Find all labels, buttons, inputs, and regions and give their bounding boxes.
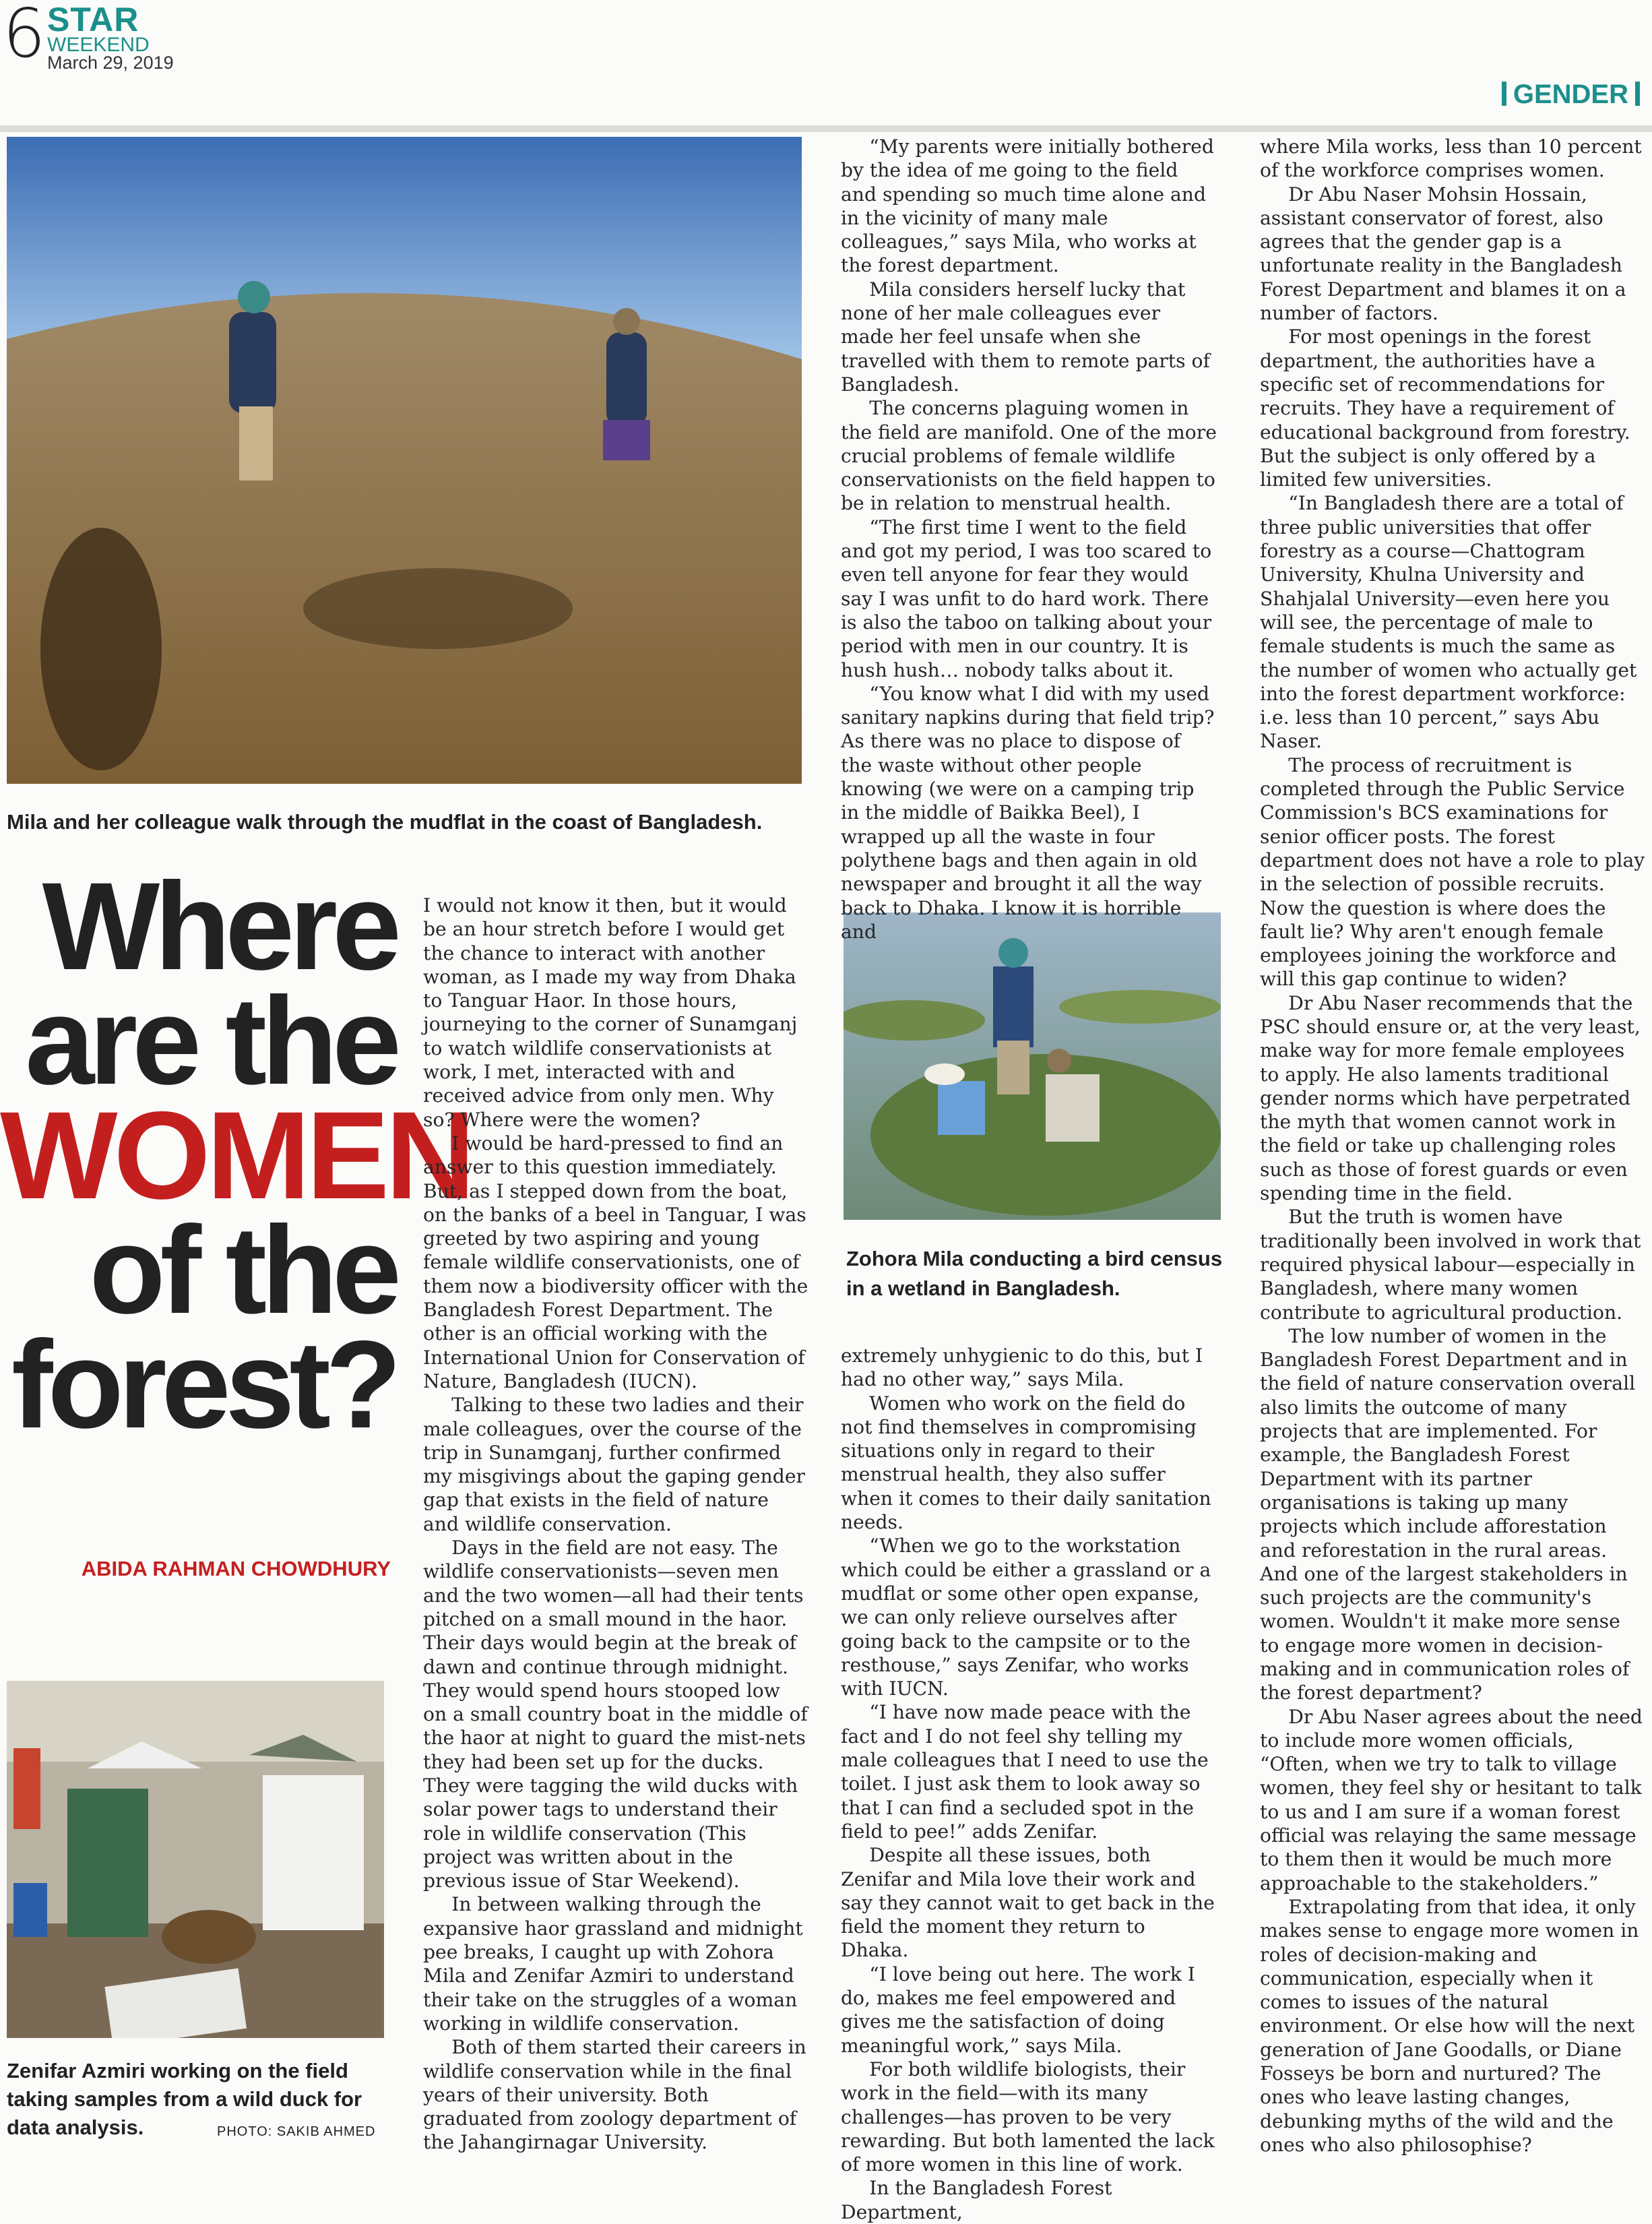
article-column-2-bottom (841, 1344, 1217, 2223)
paragraph: “My parents were initially bothered by the idea of me going to the field and spending so much time alone and in the vicinity of many male colleagues,” says Mila, who works at the forest department. (841, 135, 1214, 277)
paragraph: “You know what I did with my used sanitary napkins during that field trip? As there was no place to dispose of the waste without other people knowing (we were on a camping trip in the middle of Baikka Beel), I wrapped up all the waste in four polythene bags and then again in old newspaper and brought it all the way back to Dhaka. I know it is horrible and (841, 682, 1215, 943)
brand-logo: STAR (47, 1, 139, 38)
paragraph: I would be hard-pressed to find an answer to this question immediately. But, as I stepped down from the boat, on the banks of a beel in Tanguar, I was greeted by two aspiring and young female wildlife conservationists, one of them now a biodiversity officer with the Bangladesh Forest Department. The other is an official working with the International Union for Conservation of Nature, Bangladesh (IUCN). (423, 1132, 808, 1392)
paragraph: The low number of women in the Bangladesh Forest Department and in the field of nature conservation overall also limits the outcome of many projects that are implemented. For example, the Bangladesh Forest Department with its partner organisations is taking up many projects which include afforestation and reforestation in the rural areas. And one of the largest stakeholders in such projects are the community's women. Wouldn't it make more sense to engage more women in decision-making and in communication roles of the forest department? (1260, 1324, 1636, 1704)
page-number: 6 (3, 0, 46, 73)
paragraph: In between walking through the expansive haor grassland and midnight pee breaks, I caught up with Zohora Mila and Zenifar Azmiri to understand their take on the struggles of a woman working in wildlife conservation. (423, 1893, 803, 2035)
paragraph: Dr Abu Naser agrees about the need to include more women officials, “Often, when we try to talk to village women, they feel shy or hesitant to talk to us and I am sure if a woman forest official was relaying the same message to them then it would be much more approachable to the stakeholders.” (1260, 1705, 1643, 1894)
paragraph: “The first time I went to the field and got my period, I was too scared to even tell anyone for fear they would say I was unfit to do hard work. There is also the taboo on talking about your period with men in our country. It is hush hush… nobody talks about it. (841, 516, 1212, 681)
headline-line-3: WOMEN (0, 1086, 472, 1225)
paragraph: Extrapolating from that idea, it only makes sense to engage more women in roles of decision-making and communication, especially when it comes to issues of the natural environment. Or else how will the next generation of Jane Goodalls, or Diane Fosseys be born and nurtured? The ones who leave lasting changes, debunking myths of the wild and the ones who also philosophise? (1260, 1895, 1639, 2156)
census-caption: Zohora Mila conducting a bird census in a wetland in Bangladesh. (846, 1247, 1223, 1301)
paragraph: Talking to these two ladies and their male colleagues, over the course of the trip in Sunamganj, further confirmed my misgivings about the gaping gender gap that exists in the field of nature and wildlife conservation. (423, 1394, 805, 1535)
byline: ABIDA RAHMAN CHOWDHURY (81, 1557, 391, 1580)
paragraph: extremely unhygienic to do this, but I had no other way,” says Mila. (841, 1345, 1203, 1391)
paragraph: Dr Abu Naser recommends that the PSC should ensure or, at the very least, make way for more female employees to apply. He also laments traditional gender norms which have perpetrated the myth that women cannot work in the field or take up challenging roles such as those of forest guards or even spending time in the field. (1260, 991, 1641, 1205)
headline-line-5: forest? (11, 1316, 396, 1454)
paragraph: The process of recruitment is completed through the Public Service Commission's BCS examinations for senior officer posts. The forest department does not have a role to play in the selection of possible recruits. Now the question is where does the fault lie? Why aren't enough female employees joining the workforce and will this gap continue to widen? (1260, 753, 1645, 991)
headline-line-1: Where (42, 857, 396, 996)
paragraph: where Mila works, less than 10 percent of the workforce comprises women. (1260, 135, 1642, 182)
census-photo (844, 913, 1221, 1220)
article-column-2-top (841, 135, 1217, 943)
headline (0, 857, 472, 1454)
paragraph: “I have now made peace with the fact and I do not feel shy telling my male colleagues that I need to use the toilet. I just ask them to look away so that I can find a secluded spot in the field to pee!” adds Zenifar. (841, 1701, 1209, 1843)
paragraph: “When we go to the workstation which could be either a grassland or a mudflat or some other open expanse, we can only relieve ourselves after going back to the campsite or to the resthouse,” says Zenifar, who works with IUCN. (841, 1535, 1211, 1700)
article-column-1 (423, 894, 808, 2154)
header-rule (0, 125, 1652, 132)
paragraph: In the Bangladesh Forest Department, (841, 2177, 1112, 2223)
paragraph: Dr Abu Naser Mohsin Hossain, assistant conservator of forest, also agrees that the gender gap is a unfortunate reality in the Bangladesh Forest Department and blames it on a number of factors. (1260, 183, 1626, 325)
headline-line-4: of the (89, 1201, 396, 1340)
paragraph: Both of them started their careers in wildlife conservation while in the final years of their university. Both graduated from zoology department of the Jahangirnagar University. (423, 2036, 806, 2154)
paragraph: Women who work on the field do not find themselves in compromising situations only in regard to their menstrual health, they also suffer when it comes to their daily sanitation needs. (841, 1392, 1211, 1534)
paragraph: For most openings in the forest department, the authorities have a specific set of recommendations for recruits. They have a requirement of educational background from forestry. But the subject is only offered by a limited few universities. (1260, 326, 1630, 491)
paragraph: “In Bangladesh there are a total of three public universities that offer forestry as a course—Chattogram University, Khulna University and Shahjalal University—even here you will see, the percentage of male to female students is much the same as the number of women who actually get into the forest department workforce: i.e. less than 10 percent,” says Abu Naser. (1260, 492, 1637, 753)
paragraph: I would not know it then, but it would be an hour stretch before I would get the chance to interact with another woman, as I made my way from Dhaka to Tanguar Haor. In those hours, journeying to the corner of Sunamganj to watch wildlife conservationists at work, I met, interacted with and received advice from only men. Why so? Where were the women? (423, 894, 798, 1131)
mudflat-photo (7, 137, 802, 784)
paragraph: Despite all these issues, both Zenifar and Mila love their work and say they cannot wait to get back in the field the moment they return to Dhaka. (841, 1844, 1215, 1962)
article-column-3 (1260, 135, 1645, 2156)
section-label: GENDER (1495, 81, 1647, 108)
paragraph: For both wildlife biologists, their work in the field—with its many challenges—has proven to be very rewarding. But both lamented the lack of more women in this line of work. (841, 2058, 1215, 2176)
brand-subtitle: WEEKEND (47, 34, 150, 56)
photo-credit: PHOTO: SAKIB AHMED (217, 2124, 376, 2139)
duck-caption: Zenifar Azmiri working on the field taking samples from a wild duck for data analysis. (7, 2059, 362, 2139)
paragraph: The concerns plaguing women in the field are manifold. One of the more crucial problems of female wildlife conservationists on the field happen to be in relation to menstrual health. (841, 397, 1217, 515)
paragraph: But the truth is women have traditionally been involved in work that required physical labour—especially in Bangladesh, where many women contribute to agricultural production. (1260, 1206, 1641, 1324)
paragraph: Days in the field are not easy. The wildlife conservationists—seven men and the two women—all had their tents pitched on a small mound in the haor. Their days would begin at the break of dawn and continue through midnight. They would spend hours stooped low on a small country boat in the middle of the haor at night to guard the mist-nets they had been set up for the ducks. They were tagging the wild ducks with solar power tags to understand their role in wildlife conservation (This project was written about in the previous issue of Star Weekend). (423, 1537, 808, 1892)
paragraph: Mila considers herself lucky that none of her male colleagues ever made her feel unsafe when she travelled with them to remote parts of Bangladesh. (841, 278, 1210, 396)
headline-line-2: are the (25, 972, 396, 1111)
mudflat-caption: Mila and her colleague walk through the mudflat in the coast of Bangladesh. (7, 810, 763, 834)
duck-sampling-photo (7, 1681, 384, 2038)
issue-date: March 29, 2019 (47, 53, 174, 73)
paragraph: “I love being out here. The work I do, makes me feel empowered and gives me the satisfaction of doing meaningful work,” says Mila. (841, 1963, 1195, 2057)
